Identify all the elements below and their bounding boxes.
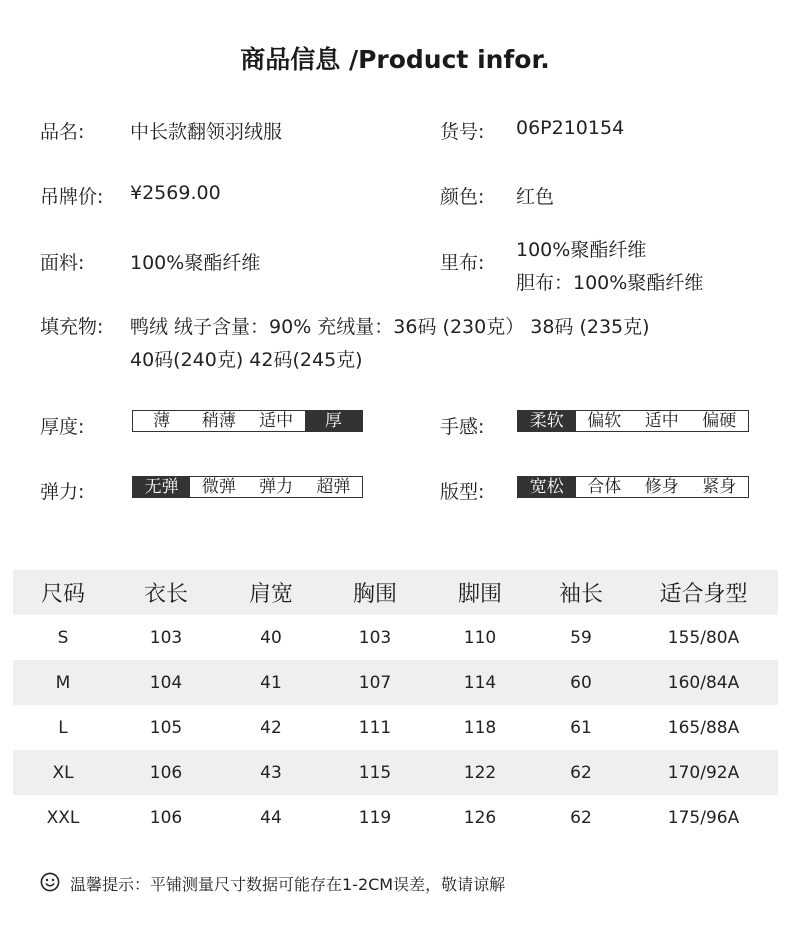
hand-feel-label: 手感: xyxy=(440,416,485,438)
filling-line2: 40码(240克) 42码(245克) xyxy=(130,349,363,371)
table-cell: 44 xyxy=(260,807,282,828)
table-cell: 60 xyxy=(570,672,592,693)
hand-feel-scale xyxy=(517,410,749,432)
table-cell: 175/96A xyxy=(667,807,740,828)
table-cell: 160/84A xyxy=(667,672,740,693)
table-cell: 106 xyxy=(149,807,183,828)
table-row xyxy=(13,705,778,750)
thickness-option-selected: 厚 xyxy=(305,411,362,431)
name-label: 品名: xyxy=(40,121,85,143)
table-cell: 41 xyxy=(260,672,282,693)
table-cell: 107 xyxy=(358,672,392,693)
table-cell: M xyxy=(55,672,71,693)
sku-label: 货号: xyxy=(440,121,485,143)
table-cell: 126 xyxy=(463,807,497,828)
table-header-cell: 脚围 xyxy=(457,582,502,607)
elasticity-label: 弹力: xyxy=(40,481,85,503)
elasticity-option-selected: 无弹 xyxy=(133,477,190,497)
table-cell: 103 xyxy=(358,627,392,648)
table-cell: XL xyxy=(52,762,74,783)
page-title: 商品信息 /Product infor. xyxy=(240,45,550,74)
liner-value: 胆布：100%聚酯纤维 xyxy=(516,272,704,294)
thickness-option: 适中 xyxy=(259,411,294,431)
color-value: 红色 xyxy=(516,186,555,208)
table-header-row xyxy=(13,570,778,615)
table-cell: XXL xyxy=(46,807,80,828)
measurement-note: 温馨提示：平铺测量尺寸数据可能存在1-2CM误差，敬请谅解 xyxy=(70,875,506,894)
table-cell: 110 xyxy=(463,627,497,648)
price-label: 吊牌价: xyxy=(40,186,104,208)
size-table xyxy=(13,570,778,840)
fit-label: 版型: xyxy=(440,481,485,503)
fit-option: 修身 xyxy=(644,477,679,497)
thickness-scale xyxy=(132,410,363,432)
hand-feel-option: 偏软 xyxy=(587,411,622,431)
table-row xyxy=(13,615,778,660)
price-value: ¥2569.00 xyxy=(130,182,221,204)
elasticity-scale xyxy=(132,476,363,498)
table-cell: 40 xyxy=(260,627,282,648)
fit-option: 合体 xyxy=(587,477,622,497)
table-cell: 42 xyxy=(260,717,282,738)
color-label: 颜色: xyxy=(440,186,485,208)
table-header-cell: 胸围 xyxy=(352,582,397,607)
fit-scale xyxy=(517,476,749,498)
table-cell: 165/88A xyxy=(667,717,740,738)
table-cell: S xyxy=(57,627,69,648)
sku-value: 06P210154 xyxy=(516,117,625,139)
table-cell: 170/92A xyxy=(667,762,740,783)
table-cell: 103 xyxy=(149,627,183,648)
table-cell: 155/80A xyxy=(667,627,740,648)
thickness-label: 厚度: xyxy=(40,416,85,438)
table-cell: 43 xyxy=(260,762,282,783)
lining-value: 100%聚酯纤维 xyxy=(516,239,647,261)
table-cell: 59 xyxy=(570,627,592,648)
table-header-cell: 袖长 xyxy=(558,582,603,607)
table-cell: 61 xyxy=(570,717,592,738)
fit-option: 紧身 xyxy=(702,477,737,497)
elasticity-option: 弹力 xyxy=(259,477,294,497)
table-header-cell: 适合身型 xyxy=(659,582,748,607)
fabric-value: 100%聚酯纤维 xyxy=(130,252,261,274)
hand-feel-option: 适中 xyxy=(644,411,679,431)
thickness-option: 薄 xyxy=(153,411,171,431)
table-header-cell: 衣长 xyxy=(143,582,188,607)
smiley-icon xyxy=(40,872,60,892)
table-cell: 62 xyxy=(570,762,592,783)
fabric-label: 面料: xyxy=(40,252,85,274)
table-row xyxy=(13,660,778,705)
fit-option-selected: 宽松 xyxy=(518,477,576,497)
table-cell: 114 xyxy=(463,672,497,693)
table-cell: 104 xyxy=(149,672,183,693)
table-cell: 118 xyxy=(463,717,497,738)
table-cell: 122 xyxy=(463,762,497,783)
hand-feel-option: 偏硬 xyxy=(702,411,737,431)
elasticity-option: 微弹 xyxy=(201,477,236,497)
table-cell: 119 xyxy=(358,807,392,828)
filling-label: 填充物: xyxy=(40,316,104,338)
table-cell: 115 xyxy=(358,762,392,783)
name-value: 中长款翻领羽绒服 xyxy=(130,121,283,143)
hand-feel-option-selected: 柔软 xyxy=(518,411,576,431)
table-row xyxy=(13,750,778,795)
table-header-cell: 肩宽 xyxy=(248,582,293,607)
table-cell: L xyxy=(58,717,68,738)
filling-line1: 鸭绒 绒子含量：90% 充绒量：36码 (230克） 38码 (235克) xyxy=(130,316,650,338)
table-cell: 62 xyxy=(570,807,592,828)
lining-label: 里布: xyxy=(440,252,485,274)
thickness-option: 稍薄 xyxy=(201,411,236,431)
elasticity-option: 超弹 xyxy=(316,477,351,497)
table-cell: 111 xyxy=(358,717,392,738)
table-cell: 106 xyxy=(149,762,183,783)
table-cell: 105 xyxy=(149,717,183,738)
table-header-cell: 尺码 xyxy=(40,582,85,607)
table-row xyxy=(13,795,778,840)
